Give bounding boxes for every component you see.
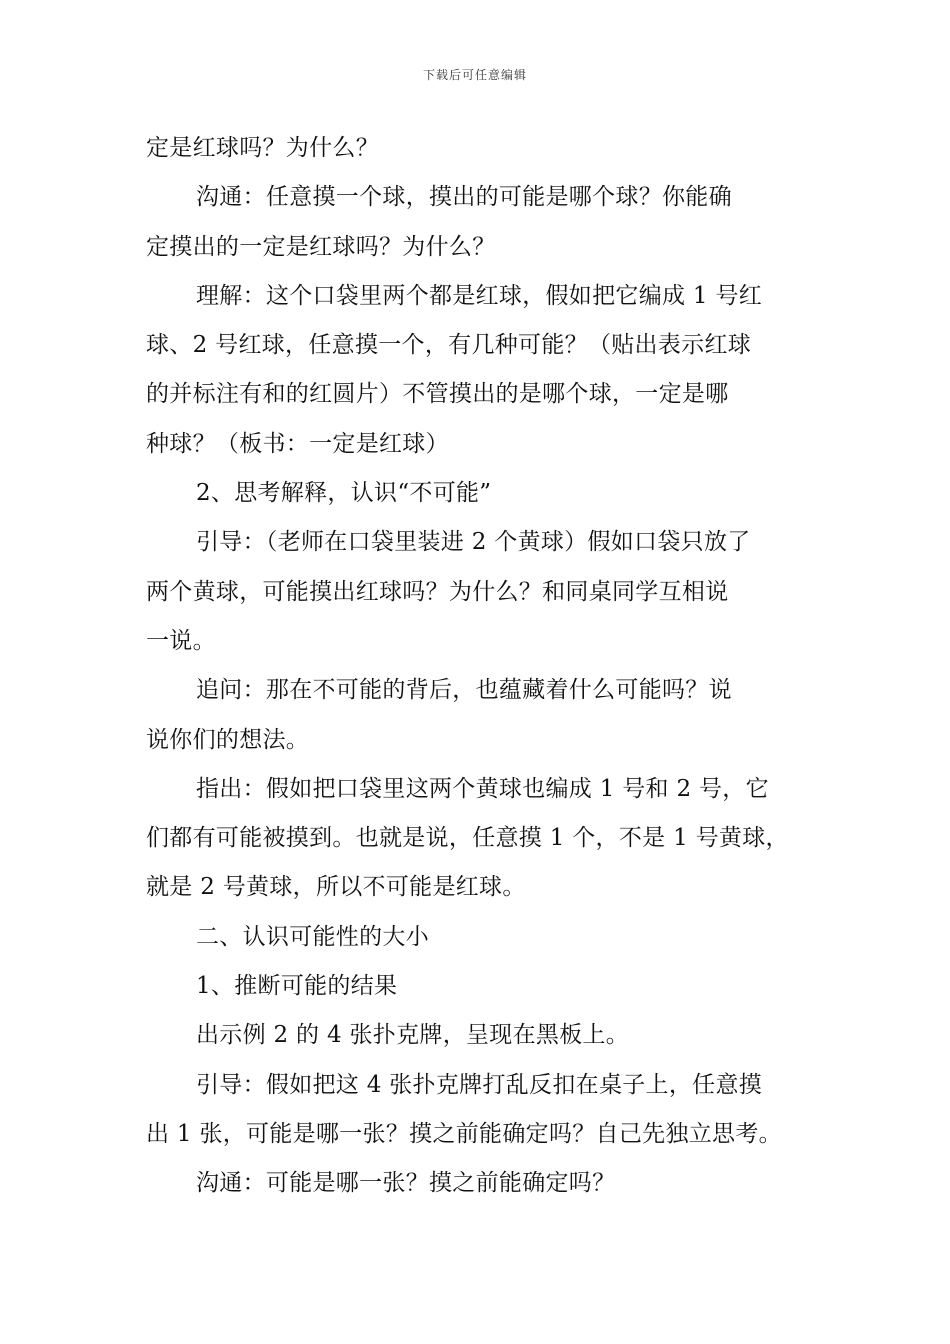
text-line: 定摸出的一定是红球吗？为什么？	[146, 233, 496, 260]
text-line: 种球？（板书：一定是红球）	[146, 430, 449, 457]
text-line: 定是红球吗？为什么？	[146, 135, 379, 161]
text-line: 引导：假如把这 4 张扑克牌打乱反扣在桌子上，任意摸	[196, 1071, 763, 1098]
text-line: 追问：那在不可能的背后，也蕴藏着什么可能吗？说	[196, 677, 732, 704]
text-line: 指出：假如把口袋里这两个黄球也编成 1 号和 2 号，它	[196, 775, 769, 802]
text-line: 出示例 2 的 4 张扑克牌，呈现在黑板上。	[196, 1022, 630, 1049]
text-line: 两个黄球，可能摸出红球吗？为什么？和同桌同学互相说	[146, 578, 729, 605]
section-heading: 二、认识可能性的大小	[196, 923, 429, 950]
text-line: 就是 2 号黄球，所以不可能是红球。	[146, 874, 526, 901]
section-heading: 2、思考解释，认识“不可能”	[196, 480, 492, 507]
text-line: 沟通：任意摸一个球，摸出的可能是哪个球？你能确	[196, 184, 732, 211]
text-line: 出 1 张，可能是哪一张？摸之前能确定吗？自己先独立思考。	[146, 1120, 782, 1147]
text-line: 们都有可能被摸到。也就是说，任意摸 1 个，不是 1 号黄球，	[146, 825, 789, 852]
text-line: 沟通：可能是哪一张？摸之前能确定吗？	[196, 1170, 616, 1197]
text-line: 一说。	[146, 627, 216, 654]
text-line: 的并标注有和的红圆片）不管摸出的是哪个球，一定是哪	[146, 381, 729, 408]
document-body	[146, 124, 816, 1209]
page-header: 下载后可任意编辑	[422, 68, 527, 82]
text-line: 引导：（老师在口袋里装进 2 个黄球）假如口袋只放了	[196, 529, 751, 556]
section-heading: 1、推断可能的结果	[196, 973, 398, 1000]
text-line: 球、2 号红球，任意摸一个，有几种可能？（贴出表示红球	[146, 332, 752, 359]
text-line: 理解：这个口袋里两个都是红球，假如把它编成 1 号红	[196, 282, 763, 309]
text-line: 说你们的想法。	[146, 726, 310, 753]
